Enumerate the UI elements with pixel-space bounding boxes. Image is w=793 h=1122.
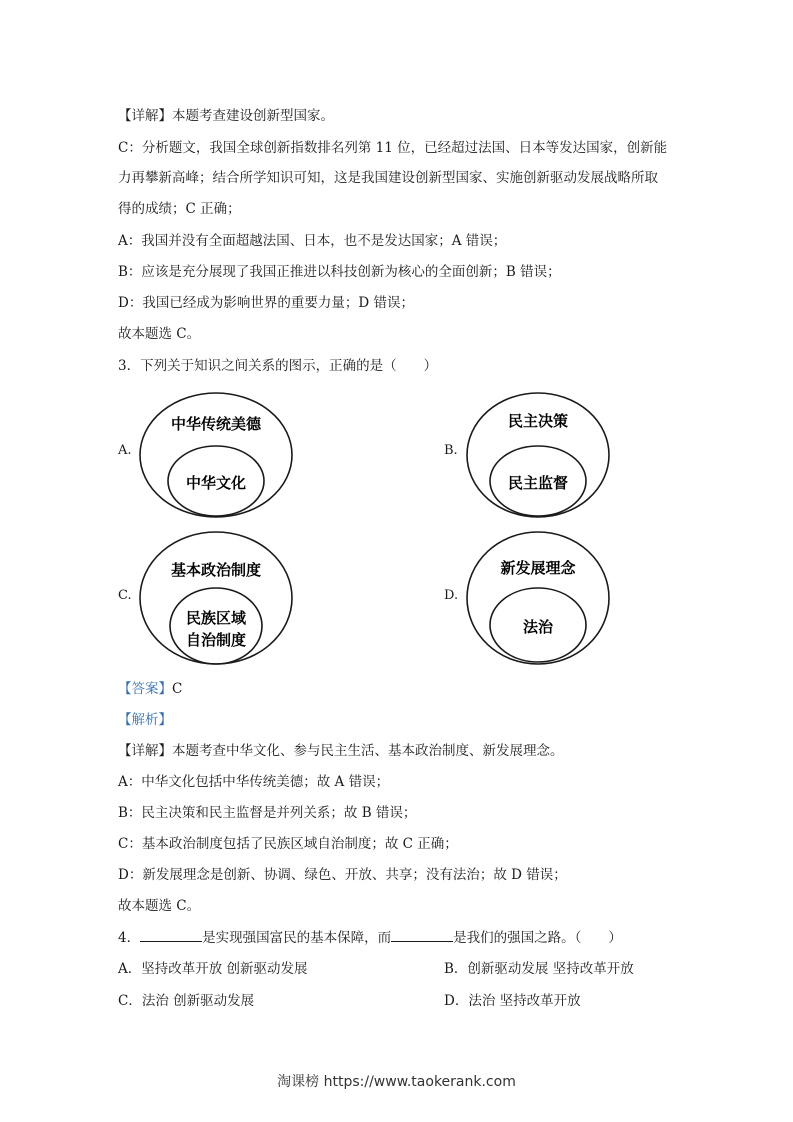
diagram-c-inner-label-1: 民族区域 [185,609,247,627]
answer-value: C [172,681,183,697]
q4-option-d: D．法治 坚持改革开放 [444,993,581,1009]
q4-option-a: A．坚持改革开放 创新驱动发展 [118,961,308,977]
q4-stem [118,926,622,946]
diagram-c-inner-label-2: 自治制度 [185,631,247,649]
diagram-c-outer-label: 基本政治制度 [170,561,262,579]
q4-option-c: C．法治 创新驱动发展 [118,993,255,1009]
footer-watermark: 淘课榜 https://www.taokerank.com [277,1074,516,1090]
blank-2 [391,931,453,942]
q2-c-line3: 得的成绩；C 正确； [118,201,241,217]
q2-c-line2: 力再攀新高峰；结合所学知识可知，这是我国建设创新型国家、实施创新驱动发展战略所取 [118,170,658,186]
q3-d: D：新发展理念是创新、协调、绿色、开放、共享；没有法治；故 D 错误； [118,867,567,883]
diagram-b-inner-label: 民主监督 [507,474,569,492]
diagram-a-inner-label: 中华文化 [185,474,247,492]
option-b-label: B. [444,443,458,458]
q2-c-line1: C：分析题文，我国全球创新指数排名列第 11 位，已经超过法国、日本等发达国家，创新能 [118,140,668,156]
diagram-d-outer-label: 新发展理念 [500,559,576,577]
diagram-d-inner-label: 法治 [522,618,554,636]
q3-b: B：民主决策和民主监督是并列关系；故 B 错误； [118,805,417,821]
q3-c: C：基本政治制度包括了民族区域自治制度；故 C 正确； [118,836,458,852]
option-a-label: A. [118,443,132,458]
q4-number: 4． [118,930,141,946]
q4-option-b: B．创新驱动发展 坚持改革开放 [444,961,634,977]
q3-a: A：中华文化包括中华传统美德；故 A 错误； [118,774,390,790]
diagram-a [136,390,296,522]
blank-1 [140,931,202,942]
q2-choice: 故本题选 C。 [118,326,201,342]
diagram-b-outer-label: 民主决策 [507,412,569,430]
q2-d: D：我国已经成为影响世界的重要力量；D 错误； [118,295,414,311]
q3-detail: 【详解】本题考查中华文化、参与民主生活、基本政治制度、新发展理念。 [118,743,564,759]
diagram-d [462,528,622,670]
option-d-label: D. [444,588,459,603]
q2-b: B：应该是充分展现了我国正推进以科技创新为核心的全面创新；B 错误； [118,264,561,280]
analysis-tag: 【解析】 [118,712,172,728]
diagram-c [136,528,296,670]
q3-stem: 3．下列关于知识之间关系的图示，正确的是（ ） [118,358,438,374]
option-c-label: C. [118,588,132,603]
q2-a: A：我国并没有全面超越法国、日本，也不是发达国家；A 错误； [118,233,507,249]
q4-part2: 是我们的强国之路。（ ） [453,930,622,946]
q3-answer [118,677,182,697]
diagram-b [462,390,622,522]
q2-detail: 【详解】本题考查建设创新型国家。 [118,108,334,124]
q3-choice: 故本题选 C。 [118,898,201,914]
answer-tag: 【答案】 [118,681,172,697]
q4-part1: 是实现强国富民的基本保障，而 [202,930,392,946]
diagram-a-outer-label: 中华传统美德 [170,415,262,433]
